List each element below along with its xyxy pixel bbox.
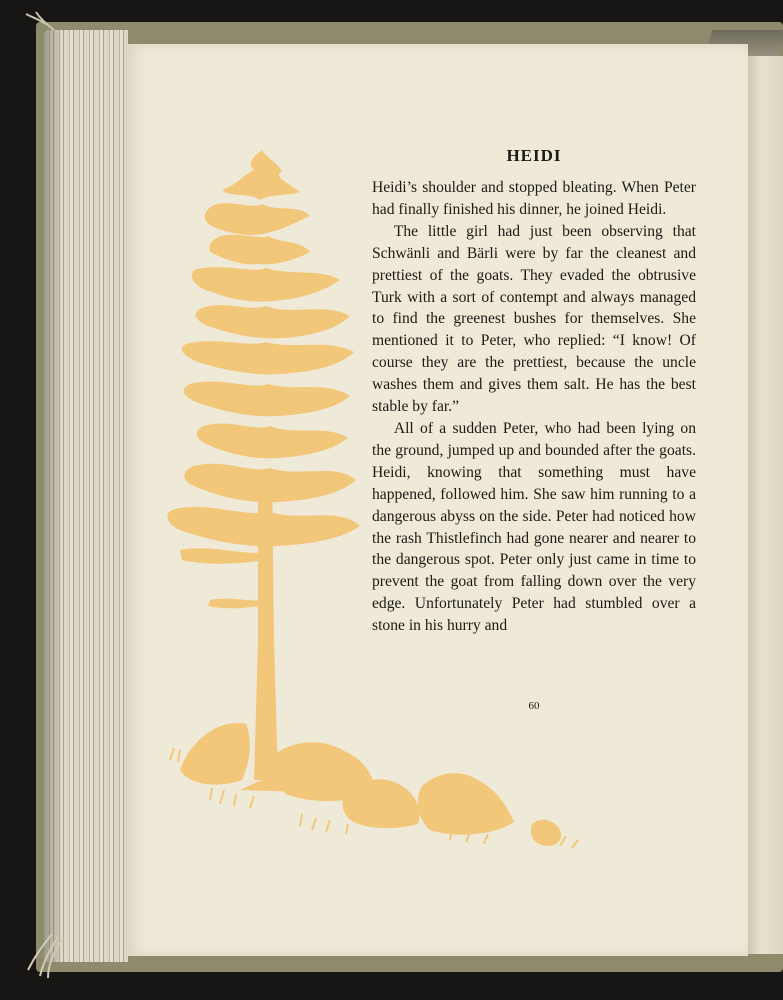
paragraph: All of a sudden Peter, who had been lying on the ground, jumped up and bounded after the goats. Heidi, knowing that something must have happened, followed him. She saw him running to a dangerous abyss on the side. Peter had noticed how the rash Thistlefinch had gone nearer and nearer to the dangerous spot. Peter only just came in time to prevent the goat from falling down over the very edge. Unfortunately Peter had stumbled over a stone in his hurry and (372, 419, 696, 635)
page-edges-shadow (44, 30, 64, 962)
page-number: 60 (528, 700, 540, 712)
binding-thread-icon (22, 930, 72, 980)
pine-tree-icon (167, 150, 360, 792)
paragraph: The little girl had just been observing that Schwänli and Bärli were by far the cleanest and prettiest of the goats. They evaded the obtrusive Turk with a sort of contempt and always managed to find the greenest bushes for themselves. She mentioned it to Peter, who replied: “I know! Of course they are the prettiest, because the uncle washes them and gives them salt. He has the best stable by far.” (372, 222, 696, 416)
rocks-icon (180, 723, 561, 846)
facing-page-edge (748, 56, 783, 954)
body-text (372, 177, 696, 637)
running-head: HEIDI (506, 146, 562, 165)
binding-thread-icon (24, 10, 64, 40)
paragraph: Heidi’s shoulder and stopped bleating. When Peter had finally finished his dinner, he joined Heidi. (372, 179, 696, 218)
